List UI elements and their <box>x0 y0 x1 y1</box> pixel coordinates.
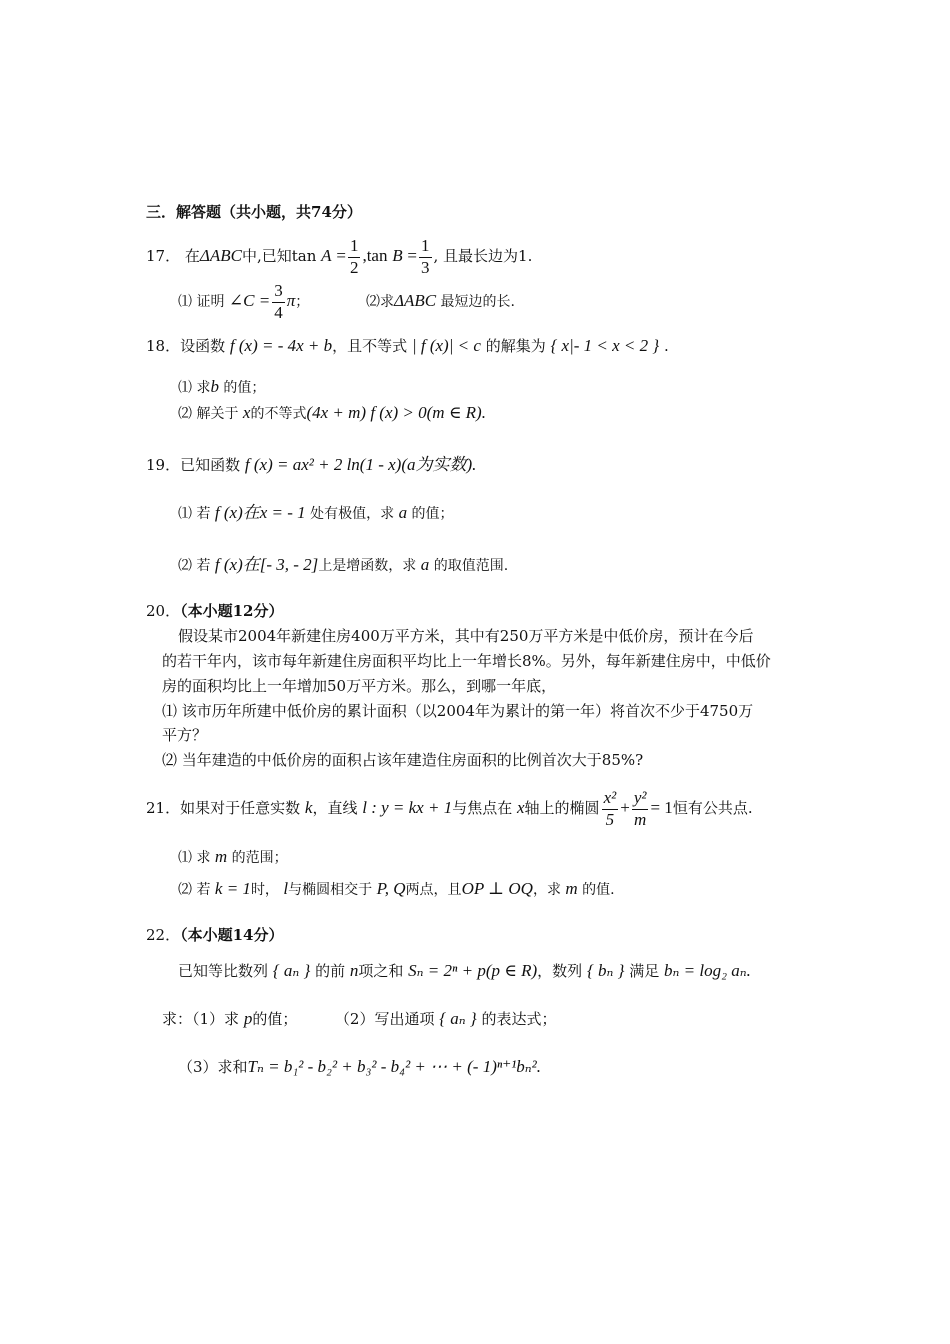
q21-var-k: k <box>304 798 313 818</box>
q19-p2-text: 上是增函数，求 <box>318 558 417 574</box>
section-title: 三．解答题（共小题，共74分） <box>146 203 362 221</box>
q21-stem-c: 与焦点在 <box>452 799 513 818</box>
q21-frac-y <box>632 789 649 829</box>
q20-part1-line2: 平方？ <box>162 726 208 744</box>
q19-p2-label: ⑵ 若 <box>178 558 211 574</box>
q22-ask3-line <box>178 1058 541 1075</box>
q19-p1-label: ⑴ 若 <box>178 506 211 522</box>
q20-line3: 房的面积均比上一年增加50万平方米。那么，到哪一年底， <box>162 677 557 695</box>
q17-stem-pre: 在 <box>184 247 200 266</box>
q22-score: （本小题14分） <box>180 926 284 944</box>
q19-part2 <box>178 556 508 573</box>
q18-solution-set: { x|- 1 < x < 2 } <box>550 336 660 355</box>
q21-stem-d: 轴上的椭圆 <box>524 799 600 818</box>
q21-frac-y-den: m <box>634 809 647 829</box>
q21-p2-perp: OP ⊥ OQ <box>461 879 533 898</box>
q17-stem-tail: , 且最长边为1. <box>433 247 533 266</box>
q21-p2-m: m <box>565 879 578 898</box>
q22-stem-d: ，数列 <box>537 962 583 980</box>
q21-frac-y-num: y² <box>632 789 649 810</box>
q20-score: （本小题12分） <box>180 602 284 620</box>
q19-p2-end: 的取值范围. <box>433 558 509 574</box>
q17-p1-label: ⑴ 证明 <box>178 294 225 311</box>
q21-p1-var: m <box>214 847 228 866</box>
q17-var-b: B <box>392 246 403 266</box>
question-20 <box>146 604 283 619</box>
q18-stem-d: . <box>663 337 669 355</box>
q21-plus: + <box>620 798 630 818</box>
q20-line1: 假设某市2004年新建住房400万平方米，其中有250万平方米是中低价房，预计在今后 <box>178 627 754 645</box>
q19-p1-text: 处有极值，求 <box>310 506 395 522</box>
q22-var-n: n <box>349 961 359 980</box>
q17-number: 17． <box>146 247 181 266</box>
q21-p2-points: P, Q <box>376 879 406 898</box>
q21-frac-x-den: 5 <box>605 809 615 829</box>
q17-frac-half-den: 2 <box>349 257 359 277</box>
q17-eq-b: = <box>407 246 418 266</box>
q21-p2-label: ⑵ 若 <box>178 882 211 898</box>
q18-part1 <box>178 378 265 395</box>
q22-asks <box>162 1010 557 1027</box>
q17-frac-third-den: 3 <box>421 257 430 277</box>
q22-stem-c: 项之和 <box>358 962 404 980</box>
q17-eq-a: = <box>336 246 346 266</box>
q22-bn-def: bₙ = log₂ aₙ. <box>664 961 751 980</box>
q17-p2-label: ⑵求 <box>366 294 394 310</box>
q21-p2-a: 时， <box>250 882 279 898</box>
q18-stem-c: 的解集为 <box>485 337 546 355</box>
q21-stem-e: 恒有公共点. <box>672 799 753 818</box>
q19-p1-var: a <box>398 503 408 522</box>
q18-p1-label: ⑴ 求 <box>178 380 211 396</box>
q19-p1-expr: f (x)在x = - 1 <box>214 503 306 522</box>
q17-part1 <box>178 282 309 322</box>
q21-p1-label: ⑴ 求 <box>178 850 211 866</box>
q22-tn: Tₙ = b₁² - b₂² + b₃² - b₄² + ⋯ + (- 1)ⁿ⁺¹bₙ². <box>247 1057 542 1076</box>
q22-an-set: { aₙ } <box>272 961 311 980</box>
q19-part1 <box>178 504 454 521</box>
q18-p1-text: 的值； <box>223 380 266 396</box>
q18-p2-var: x <box>242 403 251 422</box>
q19-stem: 已知函数 <box>180 456 241 474</box>
q21-p2-c: 两点，且 <box>405 882 462 898</box>
question-17 <box>146 237 532 277</box>
q21-frac-x <box>602 789 619 829</box>
q18-number: 18． <box>146 337 181 355</box>
q21-p2-d: ，求 <box>532 882 561 898</box>
q17-p1-end: ； <box>295 294 310 311</box>
q21-var-x: x <box>517 798 525 818</box>
q22-stem-b: 的前 <box>315 962 346 980</box>
q19-p2-var: a <box>420 555 430 574</box>
q22-number: 22． <box>146 926 181 944</box>
q17-frac-half-num: 1 <box>348 237 361 258</box>
q21-p1-text: 的范围； <box>231 850 288 866</box>
q17-tanb: ,tan <box>362 246 388 266</box>
q21-part2 <box>178 880 615 897</box>
q18-stem-b: ，且不等式 <box>332 337 408 355</box>
question-18 <box>146 337 669 354</box>
q21-frac-x-num: x² <box>602 789 619 810</box>
q22-stem <box>178 962 751 979</box>
q17-part2 <box>366 292 515 309</box>
q18-stem-a: 设函数 <box>180 337 226 355</box>
q22-sum: Sₙ = 2ⁿ + p(p ∈ R) <box>408 961 538 980</box>
q17-p1-frac <box>272 282 285 322</box>
q21-line-eq: l : y = kx + 1 <box>362 798 453 818</box>
q21-ell-eq: = 1 <box>650 798 673 818</box>
q17-p1-pi: π <box>286 291 296 311</box>
q20-part2: ⑵ 当年建造的中低价房的面积占该年建造住房面积的比例首次大于85%? <box>162 751 644 769</box>
q18-inequality: | f (x)| < c <box>411 336 481 355</box>
q20-line2: 的若干年内，该市每年新建住房面积平均比上一年增长8%。另外，每年新建住房中，中低价 <box>162 652 771 670</box>
question-22 <box>146 928 283 943</box>
q19-expr: f (x) = ax² + 2 ln(1 - x)(a为实数). <box>244 455 477 474</box>
q21-p2-e: 的值. <box>582 882 615 898</box>
q22-ask2-end: 的表达式； <box>481 1010 557 1028</box>
q18-p2-text: 的不等式 <box>250 406 307 422</box>
q21-stem-a: 如果对于任意实数 <box>180 799 301 818</box>
q22-stem-e: 满足 <box>629 962 660 980</box>
q21-number: 21． <box>146 799 181 818</box>
q21-stem-b: ，直线 <box>312 799 358 818</box>
q21-p2-cond: k = 1 <box>214 879 251 898</box>
q22-var-p: p <box>243 1009 253 1028</box>
q20-number: 20． <box>146 602 181 620</box>
q18-part2 <box>178 404 486 421</box>
q20-part1-line1: ⑴ 该市历年所建中低价房的累计面积（以2004年为累计的第一年）将首次不少于4750万 <box>162 702 754 720</box>
q22-ask3: （3）求和 <box>178 1058 248 1076</box>
q17-p2-triangle: ΔABC <box>394 291 437 310</box>
q18-p2-expr: (4x + m) f (x) > 0(m ∈ R). <box>306 403 486 422</box>
q18-p2-label: ⑵ 解关于 <box>178 406 239 422</box>
q17-var-a: A <box>321 246 332 266</box>
q21-p2-l: l <box>283 879 289 898</box>
q22-stem-a: 已知等比数列 <box>178 962 269 980</box>
q17-p2-text: 最短边的长. <box>440 294 515 310</box>
q22-ask1-end: 的值； <box>252 1010 298 1028</box>
question-21 <box>146 789 753 829</box>
q22-an-set2: { aₙ } <box>439 1009 477 1028</box>
q17-p1-angle: ∠C = <box>228 291 271 311</box>
q22-bn-set: { bₙ } <box>586 961 625 980</box>
q18-fx-def: f (x) = - 4x + b <box>229 336 333 355</box>
q19-number: 19． <box>146 456 181 474</box>
q17-frac-half <box>348 237 361 277</box>
q18-p1-var: b <box>210 377 219 396</box>
q17-p1-frac-den: 4 <box>274 302 283 322</box>
q17-frac-third <box>419 237 432 277</box>
q17-frac-third-num: 1 <box>419 237 432 258</box>
q21-part1 <box>178 848 288 865</box>
q19-p2-expr: f (x)在[- 3, - 2] <box>214 555 319 574</box>
question-19 <box>146 456 476 473</box>
q17-triangle: ΔABC <box>199 246 242 266</box>
q19-p1-end: 的值； <box>411 506 454 522</box>
q21-p2-b: 与椭圆相交于 <box>288 882 373 898</box>
q17-stem-mid: 中,已知tan <box>241 247 317 266</box>
q22-ask2: （2）写出通项 <box>334 1010 435 1028</box>
q17-p1-frac-num: 3 <box>272 282 285 303</box>
q22-ask1: 求：（1）求 <box>162 1010 240 1028</box>
